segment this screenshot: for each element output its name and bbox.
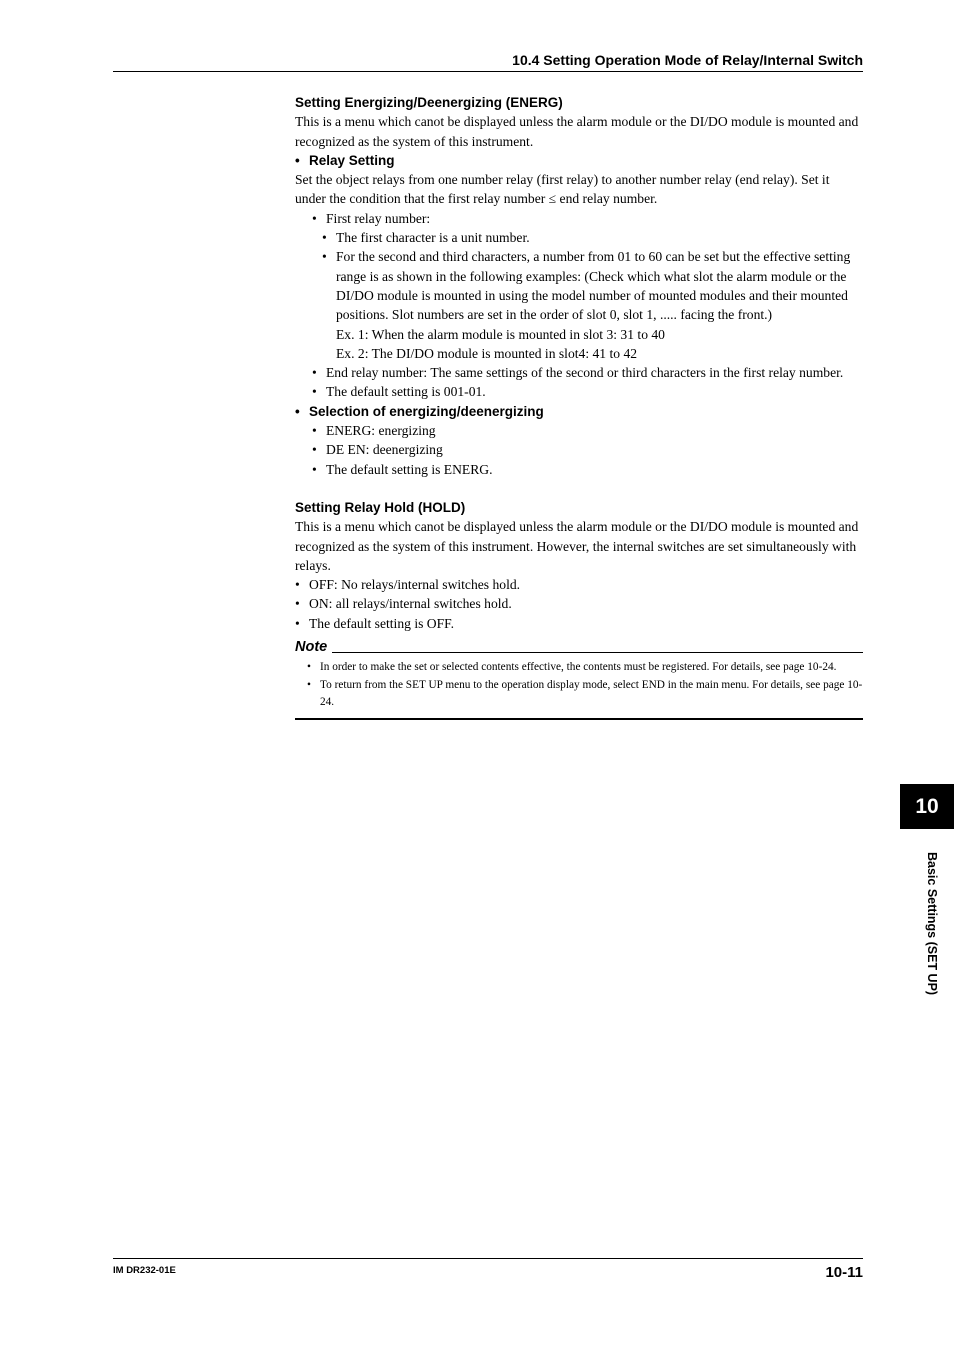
list-item-text: ON: all relays/internal switches hold.	[309, 596, 512, 612]
list-item	[312, 440, 863, 459]
subheading-label: Relay Setting	[309, 152, 395, 168]
footer-rule	[113, 1258, 863, 1259]
example-2: Ex. 2: The DI/DO module is mounted in slot4: 41 to 42	[336, 345, 638, 361]
example-1: Ex. 1: When the alarm module is mounted in slot 3: 31 to 40	[336, 326, 665, 342]
list-item-text: The default setting is 001-01.	[326, 384, 486, 400]
list-item	[295, 594, 863, 613]
bullet: •	[312, 442, 317, 458]
list-item-text: OFF: No relays/internal switches hold.	[309, 577, 521, 593]
list-item-text: For the second and third characters, a number from 01 to 60 can be set but the effective setting range is as shown in the following examples: (Check which what slot the alarm module or the DI/DO module is mounted in using the model number of mounted modules and their mounted positions. Slot numbers are set in the order of slot 0, slot 1, ..... facing the front.)	[336, 249, 851, 323]
note-rule	[332, 652, 863, 653]
chapter-tab	[900, 784, 954, 829]
list-item-text: DE EN: deenergizing	[326, 442, 443, 458]
list-item	[312, 421, 863, 440]
bullet: •	[295, 577, 300, 593]
list-item-text: End relay number: The same settings of the second or third characters in the first relay number.	[326, 365, 844, 381]
bullet: •	[322, 230, 327, 246]
list-item	[312, 363, 863, 382]
note-item	[307, 677, 863, 712]
section-title-hold: Setting Relay Hold (HOLD)	[295, 499, 466, 515]
bullet: •	[322, 249, 327, 265]
list-item-text: The first character is a unit number.	[336, 230, 530, 246]
bullet: •	[312, 461, 317, 477]
bullet: •	[307, 661, 311, 674]
running-header: 10.4 Setting Operation Mode of Relay/Internal Switch	[512, 52, 863, 68]
list-item	[322, 228, 863, 247]
subheading-relay-setting	[295, 151, 863, 170]
page-number: 10-11	[825, 1264, 863, 1281]
section-gap	[295, 479, 863, 498]
list-item	[312, 460, 863, 479]
note-header	[295, 638, 863, 656]
bullet: •	[312, 423, 317, 439]
header-rule	[113, 71, 863, 72]
note-item-text: In order to make the set or selected contents effective, the contents must be registered. For details, see page 10-24.	[320, 661, 837, 674]
note-item-text: To return from the SET UP menu to the operation display mode, select END in the main menu. For details, see page 10-24.	[320, 678, 863, 709]
subheading-label: Selection of energizing/deenergizing	[309, 403, 544, 419]
page-content	[295, 93, 863, 720]
bullet: •	[312, 365, 317, 381]
chapter-label: Basic Settings (SET UP)	[925, 852, 939, 996]
bullet: •	[307, 678, 311, 691]
bullet: •	[312, 384, 317, 400]
relay-setting-desc: Set the object relays from one number relay (first relay) to another number relay (end relay). Set it under the condition that the first relay number ≤ end relay number.	[295, 172, 830, 207]
note-title: Note	[295, 639, 328, 656]
section-intro-energizing: This is a menu which canot be displayed unless the alarm module or the DI/DO module is mounted and recognized as the system of this instrument.	[295, 114, 859, 149]
list-item-text: First relay number:	[326, 210, 431, 226]
bullet: •	[295, 596, 300, 612]
list-item	[295, 575, 863, 594]
list-item	[322, 247, 863, 324]
bullet: •	[295, 615, 300, 631]
list-item-text: The default setting is ENERG.	[326, 461, 493, 477]
section-intro-hold: This is a menu which canot be displayed unless the alarm module or the DI/DO module is mounted and recognized as the system of this instrument. However, the internal switches are set simultaneously with relays.	[295, 519, 859, 573]
list-item-text: ENERG: energizing	[326, 423, 436, 439]
list-item	[312, 382, 863, 401]
list-item	[312, 209, 863, 228]
document-id: IM DR232-01E	[113, 1265, 176, 1276]
section-title-energizing: Setting Energizing/Deenergizing (ENERG)	[295, 95, 563, 110]
list-item	[295, 614, 863, 633]
note-body	[295, 656, 863, 720]
bullet: •	[312, 210, 317, 226]
list-item-text: The default setting is OFF.	[309, 615, 455, 631]
chapter-number: 10	[915, 794, 939, 818]
bullet: •	[295, 152, 300, 168]
bullet: •	[295, 403, 300, 419]
note-item	[307, 659, 863, 677]
subheading-selection	[295, 402, 863, 421]
